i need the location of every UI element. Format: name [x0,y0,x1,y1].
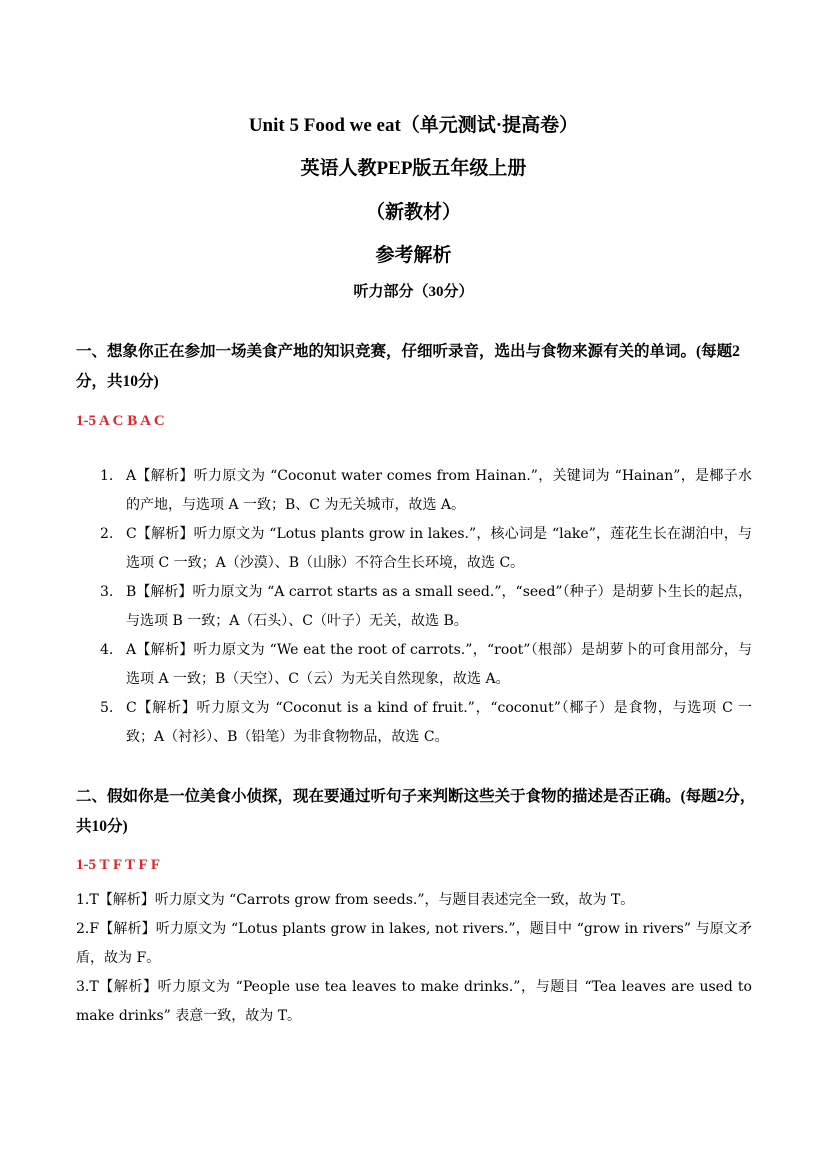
item-number: 4. [100,642,114,658]
list-item [100,578,752,636]
item-text: C【解析】听力原文为 “Lotus plants grow in lakes.”，核心词是 “lake”，莲花生长在湖泊中，与选项 C 一致；A（沙漠）、B（山脉）不符合生长环境，故选 C。 [126,526,752,571]
explanation-paragraph: 2.F【解析】听力原文为 “Lotus plants grow in lakes, not rivers.”，题目中 “grow in rivers” 与原文矛盾，故为 F。 [76,921,752,966]
document-subtitle: 英语人教PEP版五年级上册 [300,158,527,179]
document-title: Unit 5 Food we eat（单元测试·提高卷） [248,115,579,136]
section-2-answer: 1-5 T F T F F [76,857,161,873]
list-item [100,520,752,578]
section-1-heading: 一、想象你正在参加一场美食产地的知识竞赛，仔细听录音，选出与食物来源有关的单词。(每题2分，共10分) [76,343,740,390]
list-item [100,694,752,752]
item-text: A【解析】听力原文为 “We eat the root of carrots.”，“root”（根部）是胡萝卜的可食用部分，与选项 A 一致；B（天空）、C（云）为无关自然现象，故选 A。 [126,642,752,687]
item-number: 3. [100,584,114,600]
explanation-paragraph: 3.T【解析】听力原文为 “People use tea leaves to make drinks.”，与题目 “Tea leaves are used to make drinks” 表意一致，故为 T。 [76,979,752,1024]
list-item [100,462,752,520]
item-number: 2. [100,526,114,542]
part-heading: 听力部分（30分） [353,284,474,300]
section-2-heading: 二、假如你是一位美食小侦探，现在要通过听句子来判断这些关于食物的描述是否正确。(每题2分，共10分) [76,788,756,835]
edition-label: （新教材） [365,202,461,223]
item-number: 5. [100,700,114,716]
explanation-paragraph: 1.T【解析】听力原文为 “Carrots grow from seeds.”，与题目表述完全一致，故为 T。 [76,892,635,908]
item-number: 1. [100,468,114,484]
section-1-answer: 1-5 A C B A C [76,413,165,429]
item-text: B【解析】听力原文为 “A carrot starts as a small seed.”，“seed”（种子）是胡萝卜生长的起点，与选项 B 一致；A（石头）、C（叶子）无关，故选 B。 [126,584,752,629]
item-text: A【解析】听力原文为 “Coconut water comes from Hainan.”，关键词为 “Hainan”，是椰子水的产地，与选项 A 一致；B、C 为无关城市，故选 A。 [126,468,752,513]
section-2-explanations [76,886,752,1031]
section-1-explanations [100,462,752,752]
list-item [100,636,752,694]
item-text: C【解析】听力原文为 “Coconut is a kind of fruit.”，“coconut”（椰子）是食物，与选项 C 一致；A（衬衫）、B（铅笔）为非食物物品，故选 C。 [126,700,752,745]
document-type: 参考解析 [375,245,452,266]
